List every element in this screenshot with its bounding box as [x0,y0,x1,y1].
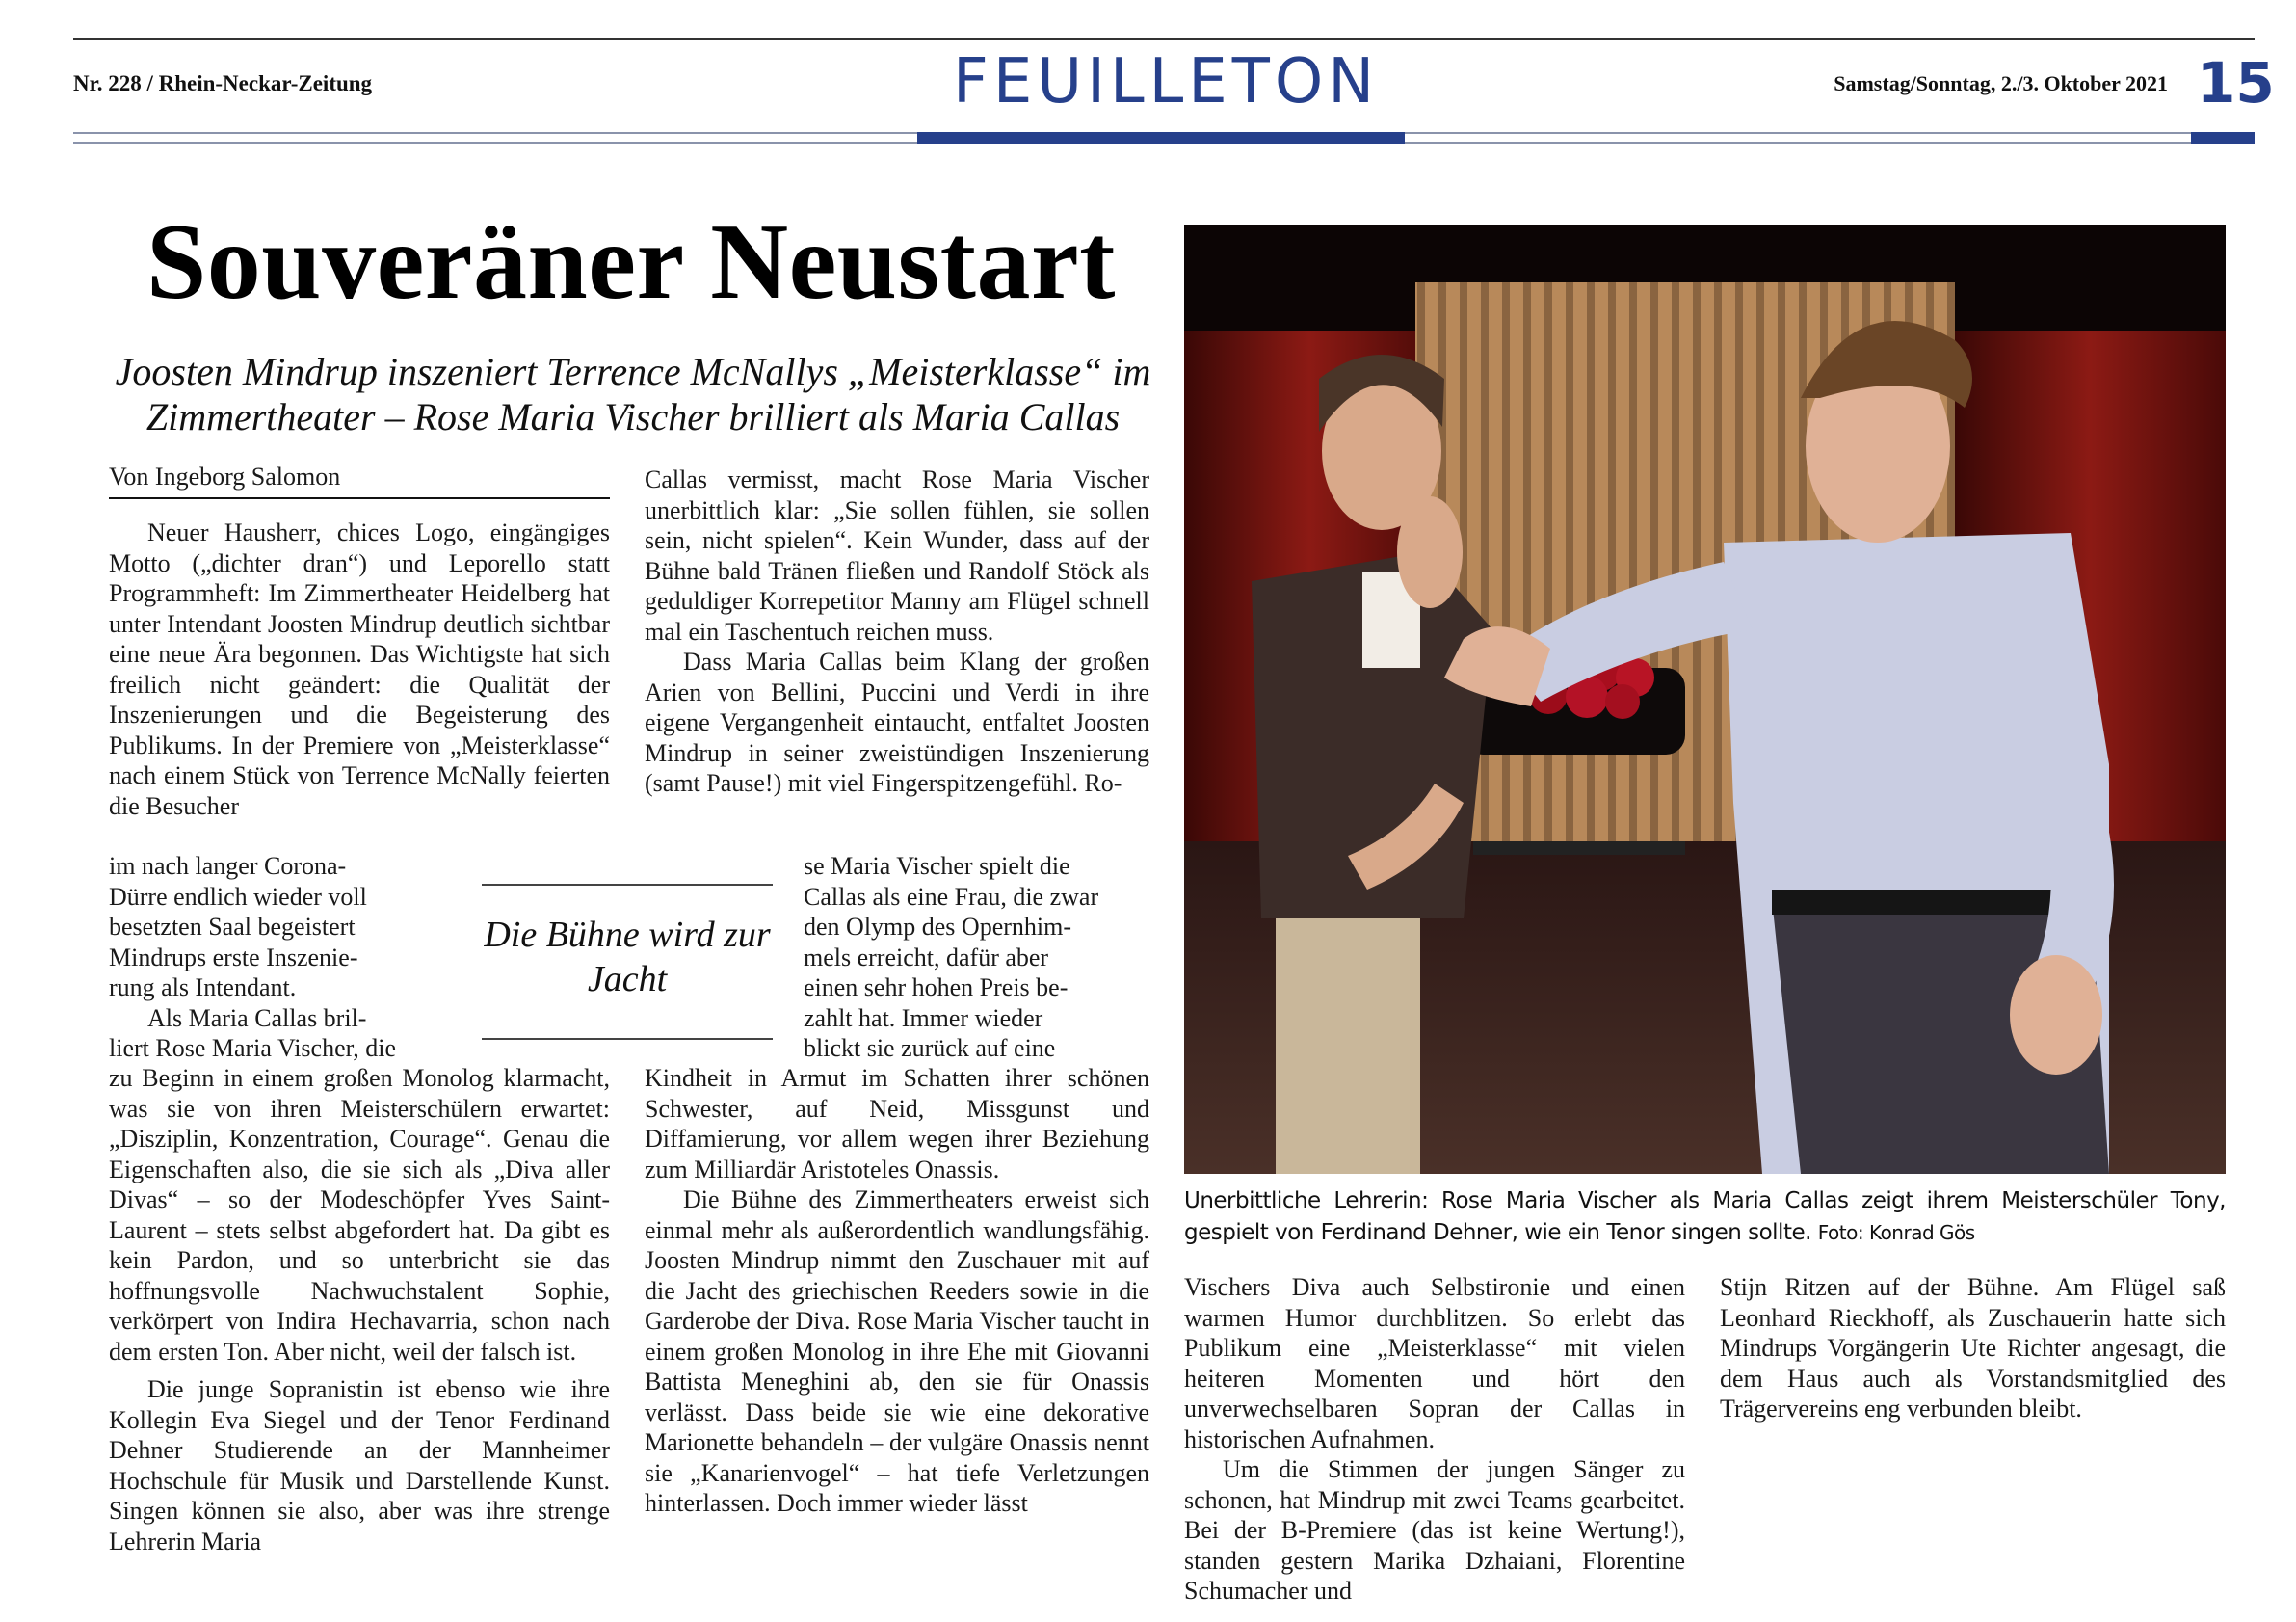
article-headline: Souveräner Neustart [146,202,1116,322]
paragraph: Um die Stimmen der jungen Sänger zu schonen, hat Mindrup mit zwei Teams gearbeitet. Bei der B-Premiere (das ist keine Wertung!), standen gestern Marika Dzhaiani, Florentine Schumacher und [1184,1455,1685,1605]
text-line: einen sehr hohen Preis be- [804,973,1069,1001]
header-band-left [73,132,917,144]
text-line: Mindrups erste Inszenie- [109,943,358,971]
column-2-bottom [645,1063,1149,1519]
paragraph: Stijn Ritzen auf der Bühne. Am Flügel saß Leonhard Rieckhoff, als Zuschauerin hatte sich Mindrups Vorgängerin Ute Richter angesagt, die dem Haus auch als Vorstandsmitglied des Trägervereins eng verbunden bleibt. [1720,1273,2226,1423]
section-title: FEUILLETON [953,46,1380,118]
byline: Von Ingeborg Salomon [109,463,610,499]
text-line: den Olymp des Opernhim- [804,913,1072,941]
pullquote: Die Bühne wird zur Jacht [484,915,771,999]
column-1-top [109,518,610,821]
text-line: liert Rose Maria Vischer, die [109,1034,396,1062]
header-band-right [1405,132,2191,144]
text-line: mels erreicht, dafür aber [804,943,1049,971]
paragraph: Vischers Diva auch Selbstironie und einen warmen Humor durchblitzen. So erlebt das Publikum eine „Meisterklasse“ mit vielen heiteren Momenten und hört den unverwechselbaren Sopran der Callas in historischen Aufnahmen. [1184,1273,1685,1453]
text-line: rung als Intendant. [109,973,297,1001]
stage-scene-illustration [1184,225,2226,1174]
paragraph: Dass Maria Callas beim Klang der großen Arien von Bellini, Puccini und Verdi in ihre eigene Vergangenheit eintaucht, entfaltet Joosten Mindrup in seiner zweistündigen Inszenierung (samt Pause!) mit viel Fingerspitzengefühl. Ro- [645,648,1149,797]
issue-info: Nr. 228 / Rhein-Neckar-Zeitung [73,71,373,95]
paragraph: zu Beginn in einem großen Monolog klarmacht, was sie von ihren Meisterschülern erwartet: „Disziplin, Konzentration, Courage“. Genau die Eigenschaften also, die sie sich als „Diva aller Divas“ – so der Modeschöpfer Yves Saint-Laurent – stets selbst abgefordert hat. Da gibt es kein Pardon, und so unterbricht sie das hoffnungsvolle Nachwuchstalent Sophie, verkörpert von Indira Hechavarria, schon nach dem ersten Ton. Aber nicht, weil der falsch ist. [109,1064,610,1366]
column-3 [1184,1272,1685,1607]
article-subheadline: Joosten Mindrup inszeniert Terrence McNallys „Meisterklasse“ im Zimmertheater – Rose Maria Vischer brilliert als Maria Callas [115,350,1151,439]
article-photo [1184,225,2226,1174]
page-number: 15 [2197,50,2275,116]
caption-text: Unerbittliche Lehrerin: Rose Maria Vischer als Maria Callas zeigt ihrem Meisterschüler Tony, gespielt von Ferdinand Dehner, wie ein Tenor singen sollte. [1184,1188,2226,1245]
column-1-narrow [109,851,449,1064]
column-1-bottom [109,1063,610,1556]
text-line: zahlt hat. Immer wieder [804,1003,1043,1032]
paragraph: Die Bühne des Zimmertheaters erweist sich einmal mehr als außerordentlich wandlungsfähig. Joosten Mindrup nimmt den Zuschauer mit auf die Jacht des griechischen Reeders sowie in die Garderobe der Diva. Rose Maria Vischer taucht in einem großen Monolog in ihre Ehe mit Giovanni Battista Meneghini ab, den sie für Onassis verlässt. Dass beide sie wie eine dekorative Marionette behandeln – der vulgäre Onassis nennt sie „Kanarienvogel“ – hat tiefe Verletzungen hinterlassen. Doch immer wieder lässt [645,1185,1149,1517]
paragraph: Die junge Sopranistin ist ebenso wie ihre Kollegin Eva Siegel und der Tenor Ferdinand Dehner Studierende an der Mannheimer Hochschule für Musik und Darstellende Kunst. Singen können sie also, aber was ihre strenge Lehrerin Maria [109,1375,610,1556]
photo-caption [1184,1185,2226,1249]
text-line: im nach langer Corona- [109,852,347,880]
text-line: Als Maria Callas bril- [147,1003,367,1032]
issue-date: Samstag/Sonntag, 2./3. Oktober 2021 [1834,71,2168,95]
header-band-accent [917,132,1405,144]
text-line: se Maria Vischer spielt die [804,852,1070,880]
text-line: blickt sie zurück auf eine [804,1034,1056,1062]
column-2-top [645,465,1149,799]
top-rule [73,38,2255,40]
paragraph: Callas vermisst, macht Rose Maria Vischer unerbittlich klar: „Sie sollen fühlen, sie sollen sein, nicht spielen“. Kein Wunder, dass auf der Bühne bald Tränen fließen und Randolf Stöck als geduldiger Korrepetitor Manny am Flügel schnell mal ein Taschentuch reichen muss. [645,465,1149,646]
photo-credit: Foto: Konrad Gös [1817,1221,1975,1244]
paragraph: Kindheit in Armut im Schatten ihrer schönen Schwester, auf Neid, Missgunst und Diffamierung, vor allem wegen ihrer Beziehung zum Milliardär Aristoteles Onassis. [645,1064,1149,1183]
paragraph: Neuer Hausherr, chices Logo, eingängiges Motto („dichter dran“) und Leporello statt Programmheft: Im Zimmertheater Heidelberg hat unter Intendant Joosten Mindrup deutlich sichtbar eine neue Ära begonnen. Das Wichtigste hat sich freilich nicht geändert: die Qualität der Inszenierungen und die Begeisterung des Publikums. In der Premiere von „Meisterklasse“ nach einem Stück von Terrence McNally feierten die Besucher [109,519,610,820]
header-band-end [2191,132,2255,144]
text-line: Callas als eine Frau, die zwar [804,882,1099,911]
column-2-narrow [804,851,1149,1064]
text-line: Dürre endlich wieder voll [109,882,367,911]
column-4 [1720,1272,2226,1424]
text-line: besetzten Saal begeistert [109,913,356,941]
